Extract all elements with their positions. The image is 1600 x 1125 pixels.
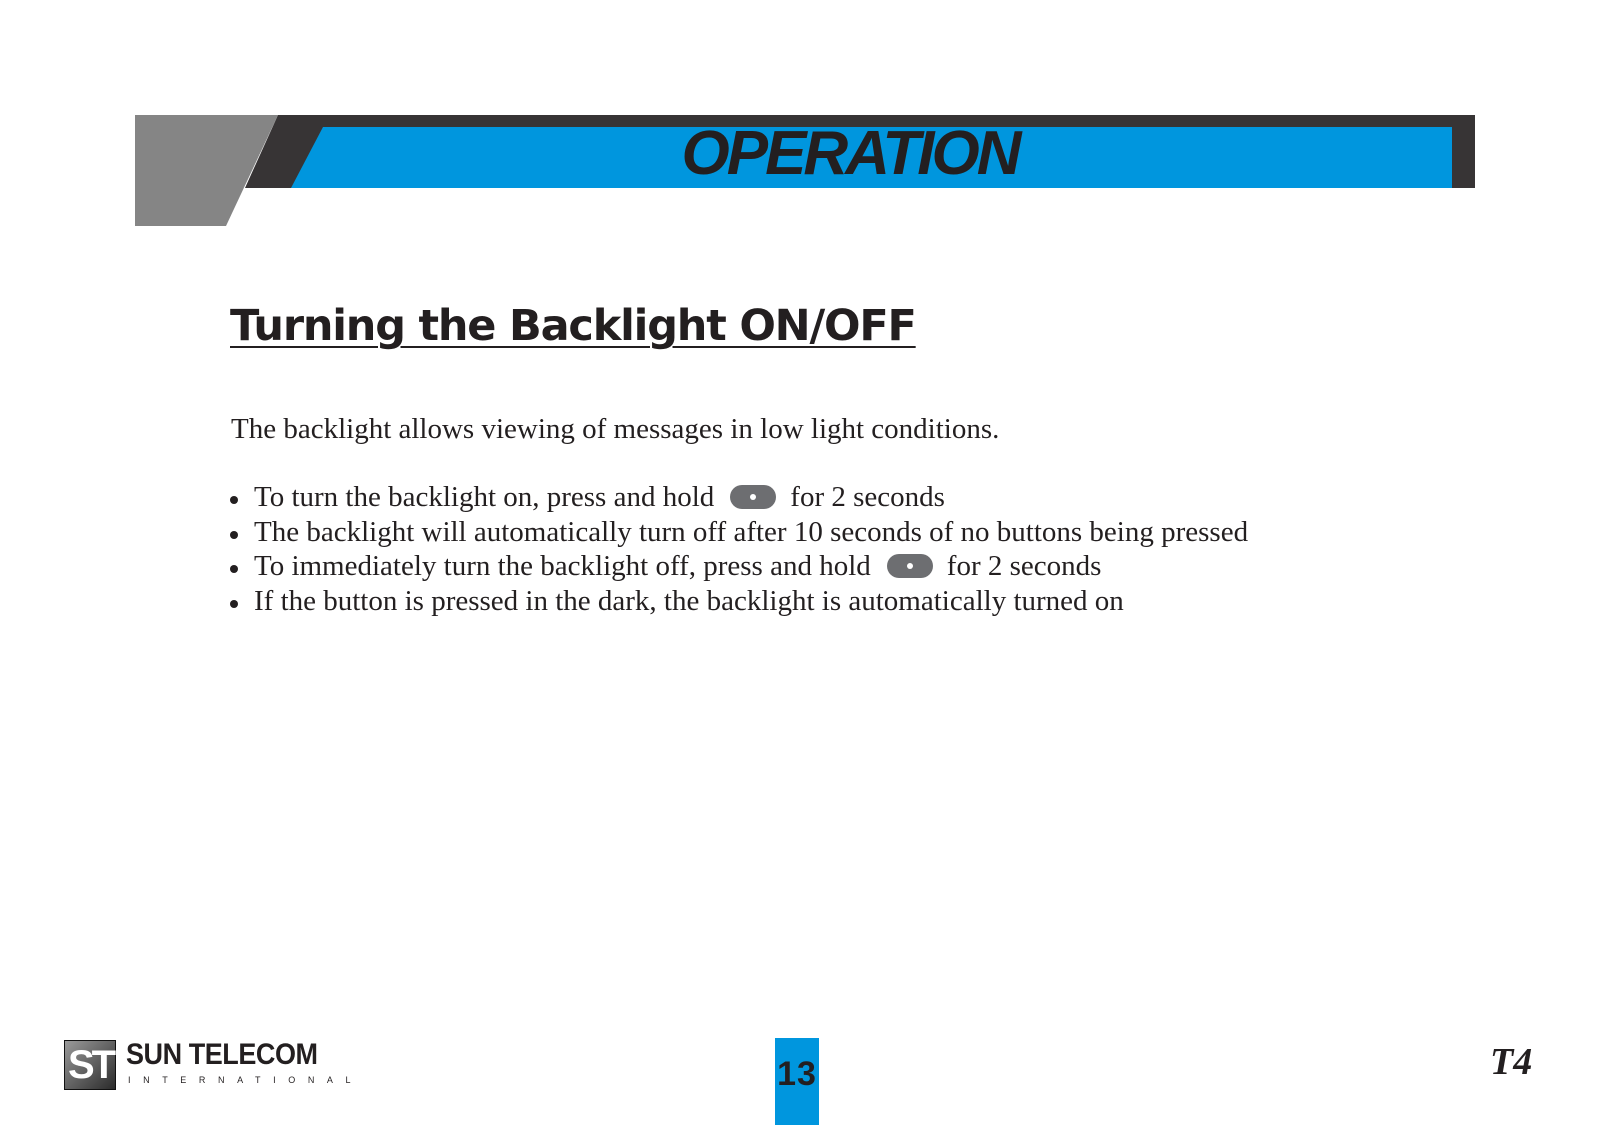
list-item-text-after: for 2 seconds [946,550,1102,582]
key-button-icon [887,554,933,578]
instruction-list [226,480,1248,618]
list-item [226,480,1248,515]
header-title: OPERATION [681,119,1019,188]
list-item [226,549,1248,584]
page-number-tab [775,1038,819,1125]
list-item-text-before: To turn the backlight on, press and hold [254,481,715,513]
bullet-icon [230,565,238,573]
section-title: Turning the Backlight ON/OFF [230,301,916,351]
list-item [226,584,1248,619]
logo-mark-letters: ST [68,1043,114,1087]
key-button-icon [730,485,776,509]
logo-mark-icon [64,1040,116,1090]
company-logo [64,1040,364,1090]
intro-paragraph: The backlight allows viewing of messages in low light conditions. [231,413,1000,445]
list-item [226,515,1248,550]
list-item-text-after: for 2 seconds [790,481,945,513]
logo-subtitle: INTERNATIONAL [128,1075,364,1085]
bullet-icon [230,600,238,608]
header-banner [0,0,1600,240]
list-item-text: The backlight will automatically turn off after 10 seconds of no buttons being pressed [254,515,1249,548]
bullet-icon [230,496,238,504]
logo-name: SUN TELECOM [126,1038,318,1071]
page-number: 13 [777,1055,817,1093]
list-item-text-before: To immediately turn the backlight off, press and hold [254,550,871,582]
bullet-icon [230,531,238,539]
model-name: T4 [1490,1041,1533,1083]
list-item-text: If the button is pressed in the dark, the backlight is automatically turned on [254,584,1124,617]
